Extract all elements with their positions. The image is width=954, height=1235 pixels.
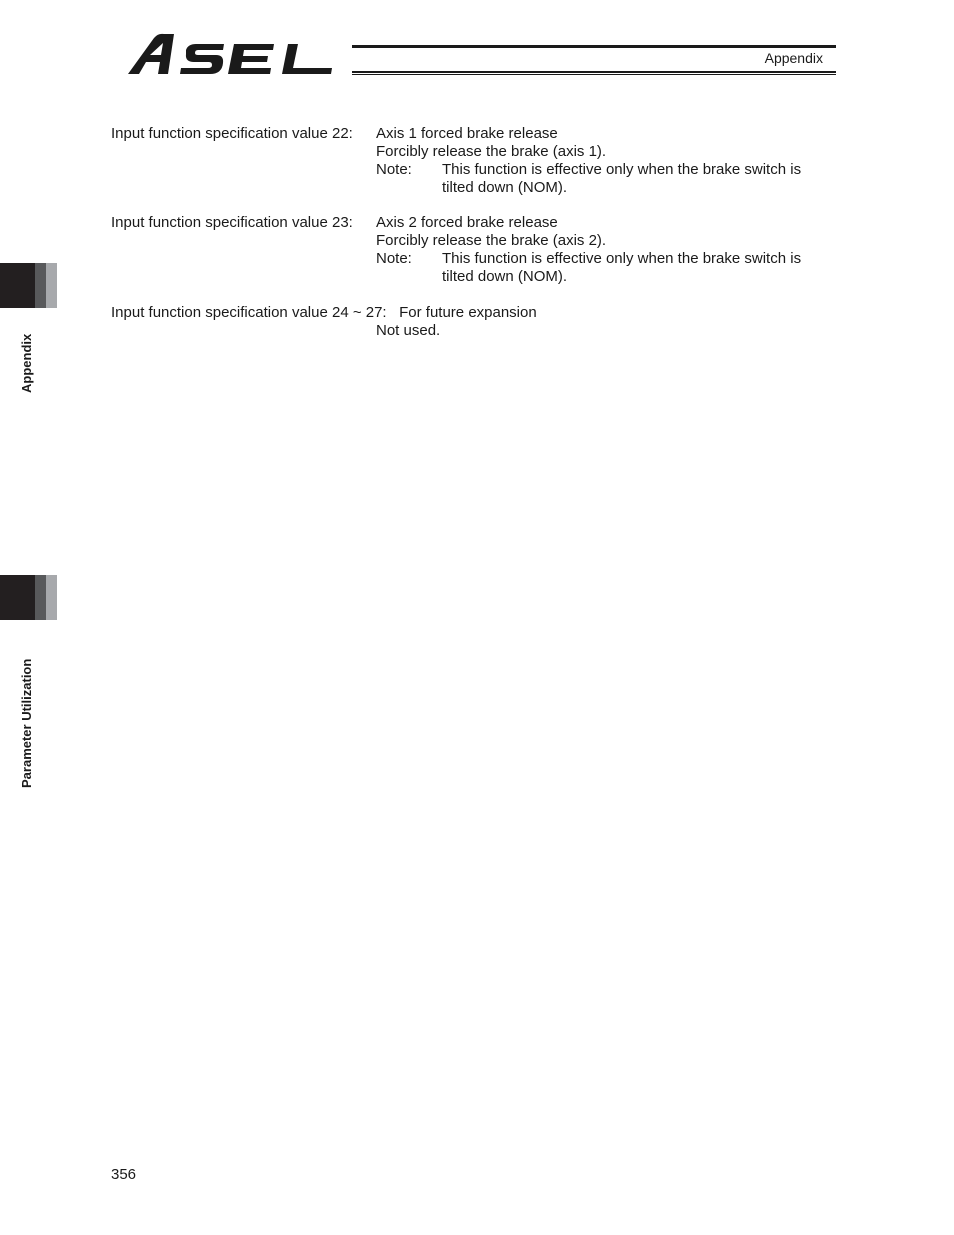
side-tab-parameter-label: Parameter Utilization bbox=[19, 658, 34, 788]
spec-description: Forcibly release the brake (axis 2). bbox=[376, 232, 607, 249]
page-number: 356 bbox=[111, 1166, 137, 1183]
spec-key-with-title bbox=[111, 304, 537, 322]
spec-note-text-cont: tilted down (NOM). bbox=[442, 179, 568, 196]
side-tab-appendix-marker bbox=[0, 263, 57, 308]
spec-title: Axis 2 forced brake release bbox=[376, 214, 558, 231]
spec-entry-23 bbox=[111, 214, 831, 286]
spec-key: Input function specification value 24 ~ 27: bbox=[111, 304, 387, 321]
spec-entry-24-27 bbox=[111, 304, 831, 340]
spec-key: Input function specification value 23: bbox=[111, 214, 353, 231]
header-rule-top bbox=[352, 45, 836, 48]
spec-description: Not used. bbox=[376, 322, 441, 339]
spec-note-label: Note: bbox=[376, 250, 412, 267]
spec-title: Axis 1 forced brake release bbox=[376, 125, 558, 142]
spec-note-text-cont: tilted down (NOM). bbox=[442, 268, 568, 285]
spec-entry-22 bbox=[111, 125, 831, 197]
header-section-label: Appendix bbox=[764, 50, 823, 66]
spec-note-text: This function is effective only when the brake switch is bbox=[442, 250, 802, 267]
header-rule-bottom-thin bbox=[352, 74, 836, 75]
spec-title: For future expansion bbox=[399, 304, 537, 321]
spec-note-text: This function is effective only when the brake switch is bbox=[442, 161, 802, 178]
side-tab-parameter-marker bbox=[0, 575, 57, 620]
header-rule-bottom bbox=[352, 71, 836, 73]
spec-key: Input function specification value 22: bbox=[111, 125, 353, 142]
asel-logo bbox=[124, 30, 350, 80]
spec-description: Forcibly release the brake (axis 1). bbox=[376, 143, 607, 160]
side-tab-appendix-label: Appendix bbox=[19, 333, 34, 393]
spec-note-label: Note: bbox=[376, 161, 412, 178]
